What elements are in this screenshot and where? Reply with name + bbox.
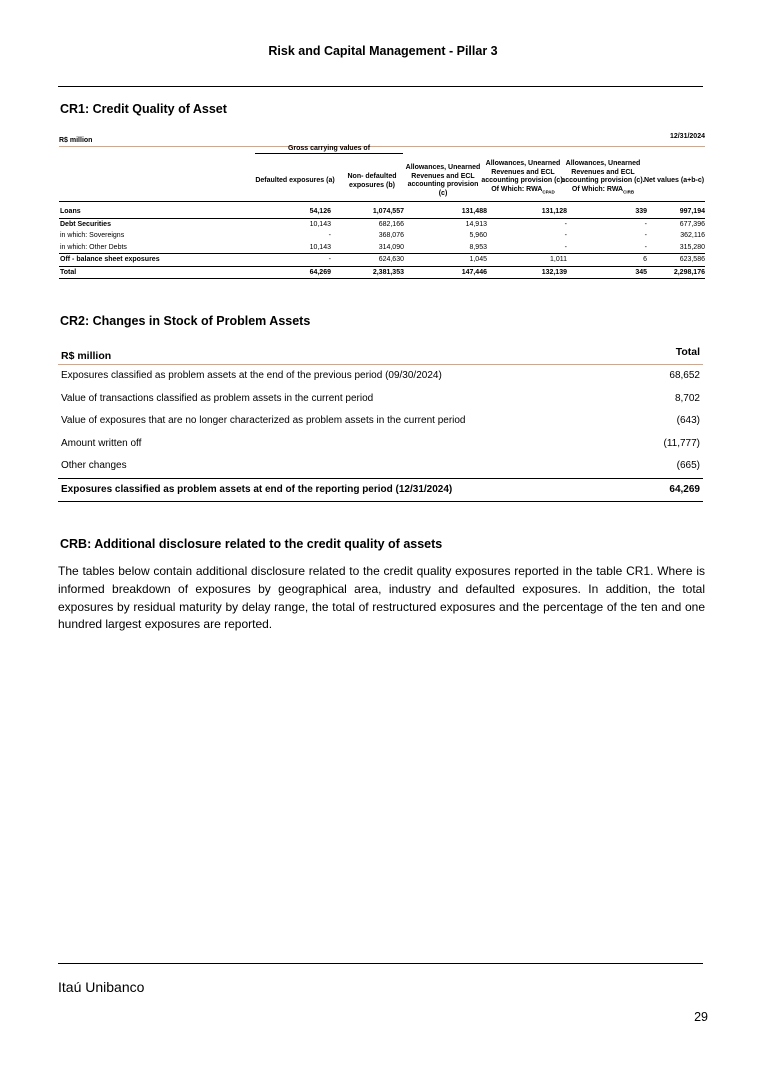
cell: 624,630 xyxy=(378,256,404,263)
cell: - xyxy=(644,243,647,251)
crb-paragraph: The tables below contain additional disclosure related to the credit quality exposures reported in the table CR1. Where is informed breakdown of exposures by geographical area, industry and defaulted exposures. In addition, the total exposures by residual maturity by delay range, the total of restructured exposures and the percentage of the ten and one hundred largest exposures are reported. xyxy=(58,564,705,632)
cell: 1,011 xyxy=(550,256,567,263)
row-label: Off - balance sheet exposures xyxy=(60,256,160,263)
cell: 132,139 xyxy=(541,268,567,276)
cr1-column-headers xyxy=(59,147,705,202)
table-row xyxy=(58,433,703,456)
cell: - xyxy=(564,220,567,228)
row-label: Value of transactions classified as problem assets in the current period xyxy=(61,392,374,404)
row-value: (665) xyxy=(676,460,700,471)
row-label: Exposures classified as problem assets at the end of the previous period (09/30/2024) xyxy=(61,370,442,381)
cell: 8,953 xyxy=(469,243,487,251)
cr2-table xyxy=(58,340,703,502)
table-row xyxy=(58,455,703,478)
cell: 362,116 xyxy=(680,232,705,239)
header-divider xyxy=(58,86,703,87)
table-total-row xyxy=(59,266,705,280)
table-row xyxy=(59,254,705,266)
cr1-col-e-text: Allowances, Unearned Revenues and ECL accounting provision (c). Of Which: RWA xyxy=(561,160,645,193)
table-row xyxy=(59,230,705,242)
cell: - xyxy=(328,232,331,239)
cell: - xyxy=(564,243,567,251)
row-value: (643) xyxy=(676,415,700,426)
table-row xyxy=(58,388,703,411)
page-number: 29 xyxy=(694,1010,708,1024)
cell: 368,076 xyxy=(378,232,404,239)
row-label: in which: Sovereigns xyxy=(60,232,125,239)
row-value: 68,652 xyxy=(669,370,700,381)
row-value: (11,777) xyxy=(663,437,700,449)
table-row xyxy=(59,219,705,231)
row-label: Other changes xyxy=(61,460,127,471)
cr2-title: CR2: Changes in Stock of Problem Assets xyxy=(60,314,311,328)
cell: - xyxy=(644,220,647,228)
cr1-col-d-sub: CPAD xyxy=(542,188,555,194)
cr1-col-c: Allowances, Unearned Revenues and ECL accounting provision (c) xyxy=(405,164,481,197)
footer-divider xyxy=(58,963,703,964)
cell: 1,074,557 xyxy=(372,208,404,215)
table-total-row xyxy=(58,478,703,503)
cr1-col-d-text: Allowances, Unearned Revenues and ECL accounting provision (c). Of Which: RWA xyxy=(481,160,565,193)
cell: 315,280 xyxy=(679,243,705,251)
cell: 6 xyxy=(643,256,647,263)
cell: 64,269 xyxy=(309,268,331,276)
cr1-col-e-sub: CIRB xyxy=(623,188,635,194)
cell: 314,090 xyxy=(378,243,404,251)
row-label: Amount written off xyxy=(61,437,142,449)
cr1-col-e xyxy=(561,160,645,196)
cell: - xyxy=(328,256,331,263)
row-label: Value of exposures that are no longer characterized as problem assets in the current period xyxy=(61,415,466,426)
row-label: Loans xyxy=(60,208,81,215)
cr1-date: 12/31/2024 xyxy=(669,133,705,140)
cell: 131,488 xyxy=(461,208,487,215)
cr1-col-f: Net values (a+b-c) xyxy=(643,177,705,184)
cr1-col-a: Defaulted exposures (a) xyxy=(255,177,335,184)
cr2-header xyxy=(58,340,703,365)
table-row xyxy=(58,410,703,433)
row-label: Exposures classified as problem assets at end of the reporting period (12/31/2024) xyxy=(61,483,453,495)
table-row xyxy=(59,206,705,219)
row-value: 8,702 xyxy=(674,392,700,404)
cr1-col-d xyxy=(481,160,565,196)
cell: 2,298,176 xyxy=(673,268,705,276)
cell: 1,045 xyxy=(469,256,487,263)
cr1-group-header: Gross carrying values of xyxy=(255,145,403,154)
cell: 623,586 xyxy=(679,256,705,263)
cr1-col-b: Non- defaulted exposures (b) xyxy=(347,173,397,189)
cr2-total-header: Total xyxy=(675,346,700,358)
cr1-unit: R$ million xyxy=(59,137,93,144)
cr1-table xyxy=(59,132,705,279)
cell: 5,960 xyxy=(469,232,487,239)
footer-brand: Itaú Unibanco xyxy=(58,979,145,995)
row-label: in which: Other Debts xyxy=(60,243,127,251)
cell: 10,143 xyxy=(309,243,331,251)
page-header-title: Risk and Capital Management - Pillar 3 xyxy=(268,44,498,58)
cell: 677,396 xyxy=(679,220,705,228)
cell: 54,126 xyxy=(309,208,331,215)
cell: 997,194 xyxy=(679,208,705,215)
cell: 147,446 xyxy=(461,268,487,276)
cell: 10,143 xyxy=(309,220,331,228)
cell: 131,128 xyxy=(541,208,567,215)
cell: 682,166 xyxy=(378,220,404,228)
cell: 14,913 xyxy=(465,220,487,228)
cr1-title: CR1: Credit Quality of Asset xyxy=(60,102,227,116)
table-row xyxy=(58,365,703,388)
row-label: Total xyxy=(60,268,77,276)
cell: - xyxy=(564,232,567,239)
row-label: Debt Securities xyxy=(60,220,111,228)
cell: 2,381,353 xyxy=(372,268,404,276)
table-row xyxy=(59,242,705,255)
row-value: 64,269 xyxy=(669,483,700,495)
cell: 345 xyxy=(635,268,647,276)
cell: - xyxy=(644,232,647,239)
crb-title: CRB: Additional disclosure related to the credit quality of assets xyxy=(60,537,443,551)
cell: 339 xyxy=(635,208,647,215)
cr2-unit: R$ million xyxy=(61,350,112,362)
